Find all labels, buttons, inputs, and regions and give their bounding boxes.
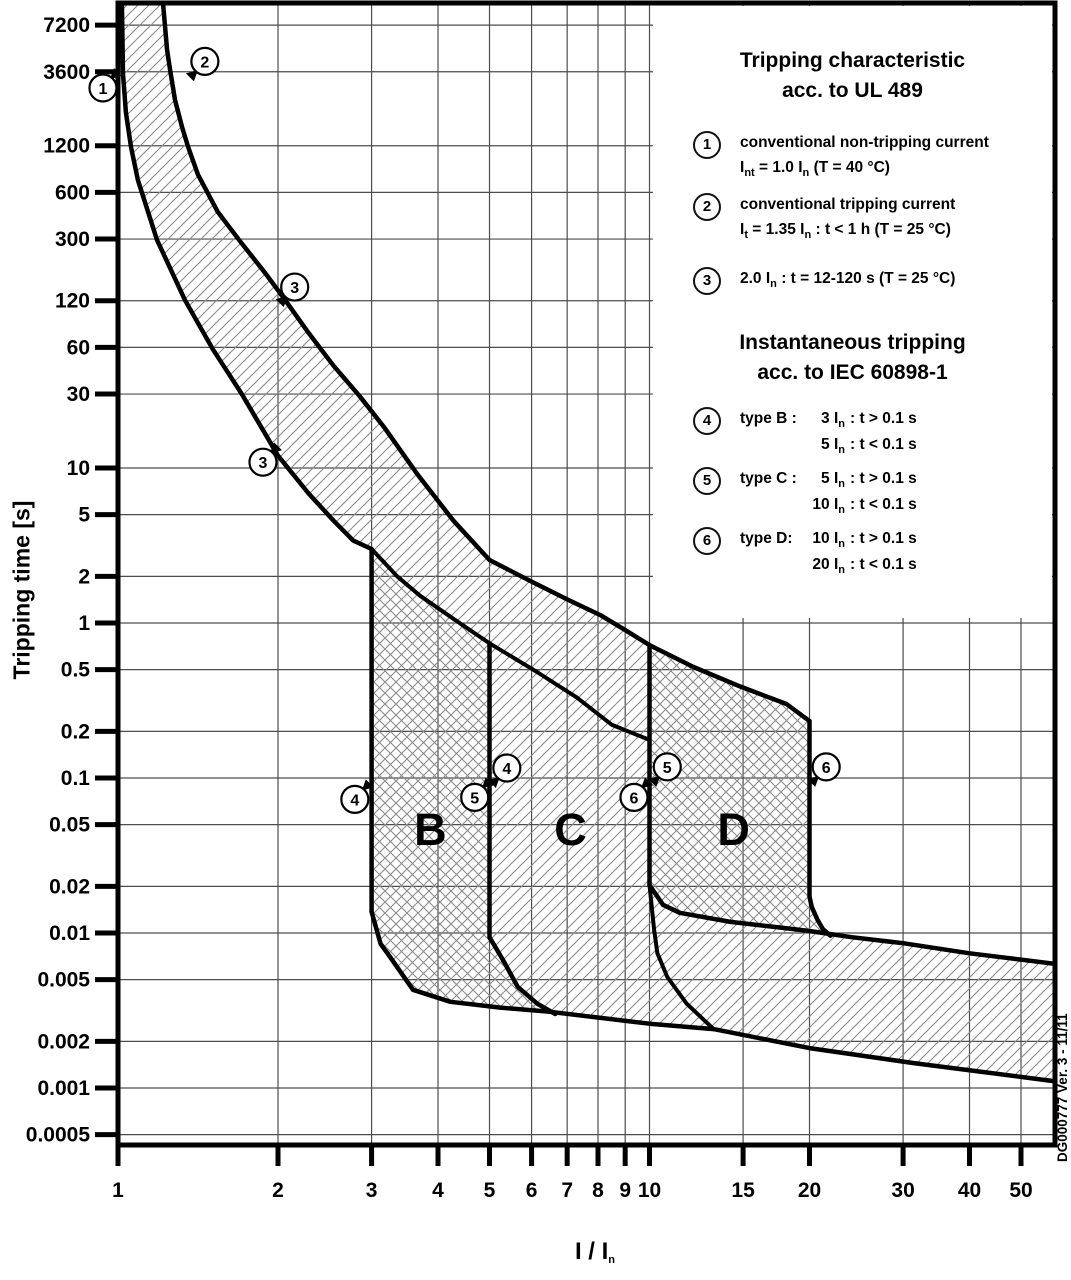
legend-title-ul-line2: acc. to UL 489 (782, 79, 923, 102)
formula-subscript: n (838, 564, 845, 576)
y-tick-label: 5 (78, 503, 90, 527)
x-tick-label: 7 (561, 1179, 574, 1202)
formula-text: I (740, 221, 745, 238)
threshold-multiple (798, 492, 845, 518)
legend-item-text (740, 192, 955, 242)
x-tick-label: 30 (891, 1179, 915, 1202)
x-tick-label: 9 (619, 1179, 632, 1202)
marker-number: 4 (502, 761, 512, 779)
threshold-condition: : t < 0.1 s (850, 556, 917, 573)
threshold-multiple (798, 432, 845, 458)
x-tick-labels (112, 1179, 1033, 1202)
formula-subscript: n (802, 167, 810, 179)
legend-threshold-row (798, 492, 917, 518)
legend-item-ul-2 (653, 192, 1052, 242)
y-axis-title: Tripping time [s] (8, 500, 35, 680)
legend-item-text (740, 130, 989, 180)
legend-threshold-rows (798, 406, 917, 458)
formula-text: = 1.0 I (754, 159, 803, 176)
legend-item-line1 (740, 266, 955, 291)
formula-text: (T = 40 °C) (809, 159, 890, 176)
threshold-condition: : t > 0.1 s (850, 410, 917, 427)
marker-2 (186, 48, 219, 82)
formula-text: : t < 1 h (T = 25 °C) (811, 221, 951, 238)
y-tick-label: 0.5 (60, 658, 90, 682)
marker-3 (276, 274, 309, 308)
legend-key-circle-2: 2 (693, 193, 721, 221)
region-label-B: B (414, 803, 447, 855)
y-tick-label: 120 (54, 289, 90, 313)
legend-type-label: type B : (740, 410, 797, 427)
formula-text: conventional non-tripping current (740, 134, 989, 151)
legend-item-line2 (740, 217, 955, 242)
legend-threshold-row (798, 466, 917, 492)
threshold-multiple (798, 406, 845, 432)
legend-item-iec-5 (653, 466, 1052, 518)
x-tick-label: 15 (731, 1179, 755, 1202)
marker-6 (807, 753, 840, 787)
marker-number: 5 (662, 759, 672, 777)
legend-key-circle-4: 4 (693, 407, 721, 435)
threshold-condition: : t < 0.1 s (850, 496, 917, 513)
legend-item-line2 (740, 155, 989, 180)
marker-3 (249, 442, 282, 476)
legend-item-line1 (740, 192, 955, 217)
legend-threshold-rows (798, 526, 917, 578)
threshold-multiple (798, 552, 845, 578)
legend-key-circle-1: 1 (693, 131, 721, 159)
marker-number: 3 (258, 455, 268, 473)
threshold-multiple (798, 466, 845, 492)
threshold-condition: : t > 0.1 s (850, 530, 917, 547)
legend-item-ul-1 (653, 130, 1052, 180)
x-axis-title (540, 1238, 650, 1266)
legend-threshold-row (798, 526, 917, 552)
formula-text: 10 I (812, 496, 839, 513)
marker-number: 6 (821, 759, 831, 777)
threshold-multiple (798, 526, 845, 552)
legend-title-ul-line1: Tripping characteristic (739, 49, 966, 72)
y-tick-label: 3600 (43, 60, 90, 84)
formula-subscript: n (770, 278, 777, 290)
x-tick-label: 6 (525, 1179, 538, 1202)
y-tick-label: 0.2 (60, 720, 90, 744)
x-tick-label: 10 (637, 1179, 662, 1202)
y-tick-label: 0.0005 (25, 1123, 90, 1147)
x-tick-label: 8 (592, 1179, 604, 1202)
marker-number: 1 (98, 80, 108, 98)
y-tick-label: 0.002 (37, 1030, 90, 1054)
y-tick-label: 2 (78, 565, 90, 589)
formula-text: 5 I (821, 470, 839, 487)
x-tick-label: 3 (365, 1179, 378, 1202)
legend-title-iec (653, 328, 1052, 388)
threshold-condition: : t > 0.1 s (850, 470, 917, 487)
legend-type-label: type D: (740, 530, 793, 547)
x-tick-label: 40 (957, 1179, 982, 1202)
formula-text: 20 I (812, 556, 839, 573)
legend-item-iec-4 (653, 406, 1052, 458)
legend-title-iec-line2: acc. to IEC 60898-1 (757, 361, 948, 384)
formula-subscript: n (838, 538, 845, 550)
x-tick-label: 5 (483, 1179, 496, 1202)
marker-number: 2 (200, 54, 210, 72)
legend-threshold-rows (798, 466, 917, 518)
y-tick-label: 0.02 (49, 875, 90, 899)
formula-subscript: n (804, 229, 812, 241)
legend-key-circle-6: 6 (693, 527, 721, 555)
y-tick-label: 1200 (43, 134, 90, 158)
formula-text: 5 I (821, 436, 839, 453)
legend-item-ul-3 (653, 266, 1052, 295)
legend-threshold-row (798, 432, 917, 458)
formula-text: = 1.35 I (747, 221, 805, 238)
legend-type-label: type C : (740, 470, 797, 487)
formula-text: 3 I (821, 410, 839, 427)
formula-text: I (740, 159, 745, 176)
marker-4 (341, 779, 374, 813)
formula-subscript: n (838, 418, 845, 430)
formula-subscript: nt (744, 167, 755, 179)
formula-text: conventional tripping current (740, 196, 956, 213)
legend-threshold-row (798, 552, 917, 578)
region-label-C: C (554, 803, 587, 855)
formula-subscript: n (838, 478, 845, 490)
formula-subscript: n (838, 444, 845, 456)
marker-number: 6 (629, 790, 639, 808)
formula-text: 2.0 I (740, 270, 771, 287)
document-reference: DG000777 Ver. 3 - 11/11 (1055, 1013, 1070, 1162)
legend-key-circle-3: 3 (693, 267, 721, 295)
y-tick-label: 0.1 (60, 767, 90, 790)
x-axis-title-subscript: n (608, 1254, 616, 1266)
x-tick-label: 20 (797, 1179, 822, 1202)
y-tick-label: 0.001 (37, 1077, 90, 1100)
y-tick-label: 10 (66, 457, 90, 480)
region-label-D: D (717, 803, 750, 855)
legend-item-line1 (740, 130, 989, 155)
legend-threshold-row (798, 406, 917, 432)
formula-subscript: t (744, 229, 748, 241)
legend-item-text (740, 266, 955, 291)
y-tick-label: 1 (78, 612, 90, 635)
y-tick-label: 30 (66, 383, 90, 407)
y-tick-label: 60 (66, 336, 90, 360)
formula-text: : t = 12-120 s (T = 25 °C) (776, 270, 956, 287)
y-tick-label: 7200 (43, 14, 90, 38)
formula-subscript: n (838, 504, 845, 516)
x-axis-title-text: I / I (574, 1238, 609, 1265)
legend-title-ul (653, 46, 1052, 106)
marker-number: 4 (350, 792, 360, 810)
marker-number: 3 (290, 280, 300, 298)
y-tick-label: 0.01 (49, 922, 90, 945)
formula-text: 10 I (812, 530, 839, 547)
x-tick-label: 4 (432, 1179, 444, 1202)
x-tick-label: 50 (1009, 1179, 1033, 1202)
legend-panel (653, 6, 1052, 618)
threshold-condition: : t < 0.1 s (850, 436, 917, 453)
x-tick-label: 2 (272, 1179, 284, 1202)
legend-title-iec-line1: Instantaneous tripping (739, 331, 966, 354)
x-tick-label: 1 (112, 1179, 124, 1202)
y-tick-label: 0.05 (49, 813, 90, 837)
marker-number: 5 (470, 790, 480, 808)
legend-key-circle-5: 5 (693, 467, 721, 495)
y-tick-label: 300 (54, 228, 90, 252)
legend-item-iec-6 (653, 526, 1052, 578)
y-tick-label: 600 (54, 181, 90, 205)
y-tick-label: 0.005 (37, 968, 90, 992)
